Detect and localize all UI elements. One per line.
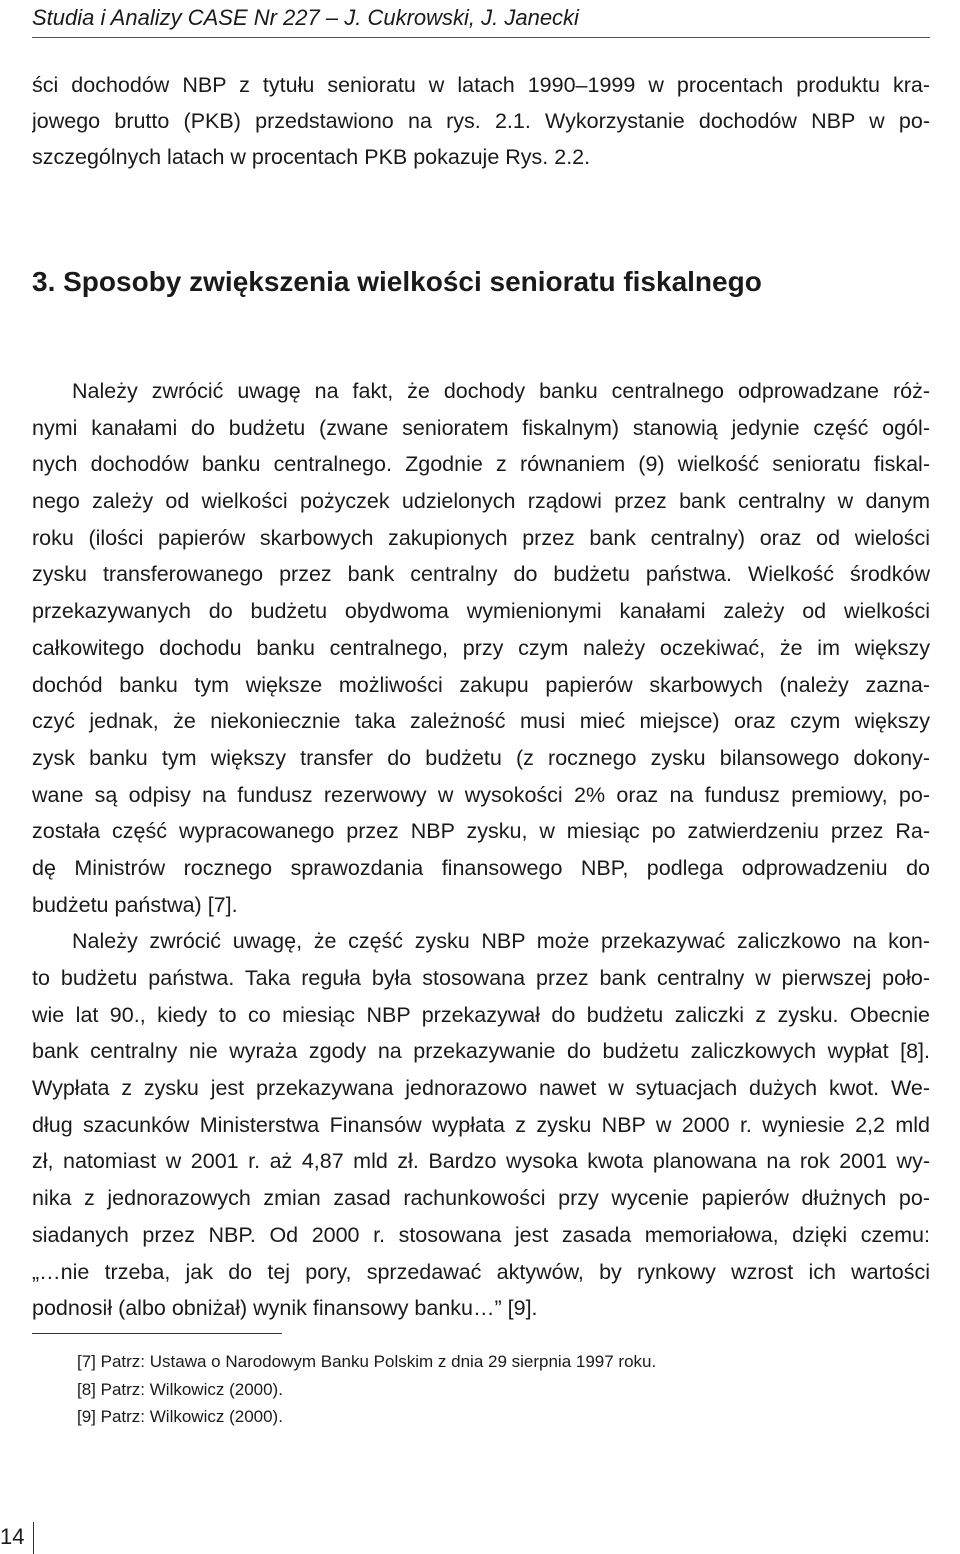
page-number-divider bbox=[33, 1522, 34, 1554]
text-line: Należy zwrócić uwagę, że część zysku NBP może przekazywać zaliczkowo na kon- bbox=[72, 929, 930, 954]
text-line: ści dochodów NBP z tytułu senioratu w latach 1990–1999 w procentach produktu kra- bbox=[32, 73, 930, 97]
text-line: nika z jednorazowych zmian zasad rachunkowości przy wycenie papierów dłużnych po- bbox=[32, 1186, 930, 1211]
footnote-divider bbox=[32, 1333, 282, 1334]
text-line: „…nie trzeba, jak do tej pory, sprzedawać aktywów, by rynkowy wzrost ich wartości bbox=[32, 1259, 930, 1284]
text-line: zł, natomiast w 2001 r. aż 4,87 mld zł. Bardzo wysoka kwota planowana na rok 2001 wy- bbox=[32, 1149, 930, 1174]
footnote-8: [8] Patrz: Wilkowicz (2000). bbox=[77, 1379, 283, 1399]
text-line: jowego brutto (PKB) przedstawiono na rys. 2.1. Wykorzystanie dochodów NBP w po- bbox=[32, 109, 930, 133]
main-text bbox=[32, 373, 930, 1327]
text-line: została część wypracowanego przez NBP zysku, w miesiąc po zatwierdzeniu przez Ra- bbox=[32, 819, 930, 844]
text-line: Należy zwrócić uwagę na fakt, że dochody banku centralnego odprowadzane róż- bbox=[72, 379, 930, 403]
paragraph-2 bbox=[32, 923, 930, 1327]
header-divider bbox=[32, 37, 930, 38]
text-line: dę Ministrów rocznego sprawozdania finansowego NBP, podlega odprowadzeniu do bbox=[32, 855, 930, 880]
running-header: Studia i Analizy CASE Nr 227 – J. Cukrowski, J. Janecki bbox=[32, 5, 579, 30]
text-line: nymi kanałami do budżetu (zwane senioratem fiskalnym) stanowią jedynie część ogól- bbox=[32, 415, 930, 440]
text-line: wie lat 90., kiedy to co miesiąc NBP przekazywał do budżetu zaliczki z zysku. Obecnie bbox=[32, 1002, 930, 1027]
page-number: 14 bbox=[0, 1524, 25, 1549]
text-line: budżetu państwa) [7]. bbox=[32, 892, 238, 917]
text-line: to budżetu państwa. Taka reguła była stosowana przez bank centralny w pierwszej poło- bbox=[32, 966, 930, 990]
section-heading: 3. Sposoby zwiększenia wielkości senioratu fiskalnego bbox=[32, 266, 762, 297]
text-line: przekazywanych do budżetu obydwoma wymienionymi kanałami zależy od wielkości bbox=[32, 599, 930, 624]
text-line: zysk banku tym większy transfer do budżetu (z rocznego zysku bilansowego dokony- bbox=[32, 745, 930, 770]
text-line: dług szacunków Ministerstwa Finansów wypłata z zysku NBP w 2000 r. wyniesie 2,2 mld bbox=[32, 1112, 930, 1137]
text-line: nego zależy od wielkości pożyczek udzielonych rządowi przez bank centralny w danym bbox=[32, 489, 930, 514]
footnote-7: [7] Patrz: Ustawa o Narodowym Banku Polskim z dnia 29 sierpnia 1997 roku. bbox=[77, 1352, 657, 1371]
text-line: wane są odpisy na fundusz rezerwowy w wysokości 2% oraz na fundusz premiowy, po- bbox=[32, 782, 930, 807]
text-line: roku (ilości papierów skarbowych zakupionych przez bank centralny) oraz od wielości bbox=[32, 525, 930, 550]
text-line: siadanych przez NBP. Od 2000 r. stosowana jest zasada memoriałowa, dzięki czemu: bbox=[32, 1222, 930, 1247]
text-line: dochód banku tym większe możliwości zakupu papierów skarbowych (należy zazna- bbox=[32, 672, 930, 697]
footnote-9: [9] Patrz: Wilkowicz (2000). bbox=[77, 1407, 283, 1426]
text-line: nych dochodów banku centralnego. Zgodnie z równaniem (9) wielkość senioratu fiskal- bbox=[32, 452, 930, 477]
text-line: całkowitego dochodu banku centralnego, przy czym należy oczekiwać, że im większy bbox=[32, 635, 930, 660]
text-line: czyć jednak, że niekoniecznie taka zależność musi mieć miejsce) oraz czym większy bbox=[32, 709, 930, 734]
paragraph-1 bbox=[32, 373, 930, 923]
footnotes bbox=[77, 1348, 656, 1431]
text-line: szczególnych latach w procentach PKB pokazuje Rys. 2.2. bbox=[32, 145, 591, 169]
text-line: podnosił (albo obniżał) wynik finansowy banku…” [9]. bbox=[32, 1296, 538, 1321]
text-line: Wypłata z zysku jest przekazywana jednorazowo nawet w sytuacjach dużych kwot. We- bbox=[32, 1076, 930, 1101]
intro-paragraph bbox=[32, 67, 930, 175]
text-line: bank centralny nie wyraża zgody na przekazywanie do budżetu zaliczkowych wypłat [8]. bbox=[32, 1039, 930, 1064]
text-line: zysku transferowanego przez bank centralny do budżetu państwa. Wielkość środków bbox=[32, 562, 930, 587]
